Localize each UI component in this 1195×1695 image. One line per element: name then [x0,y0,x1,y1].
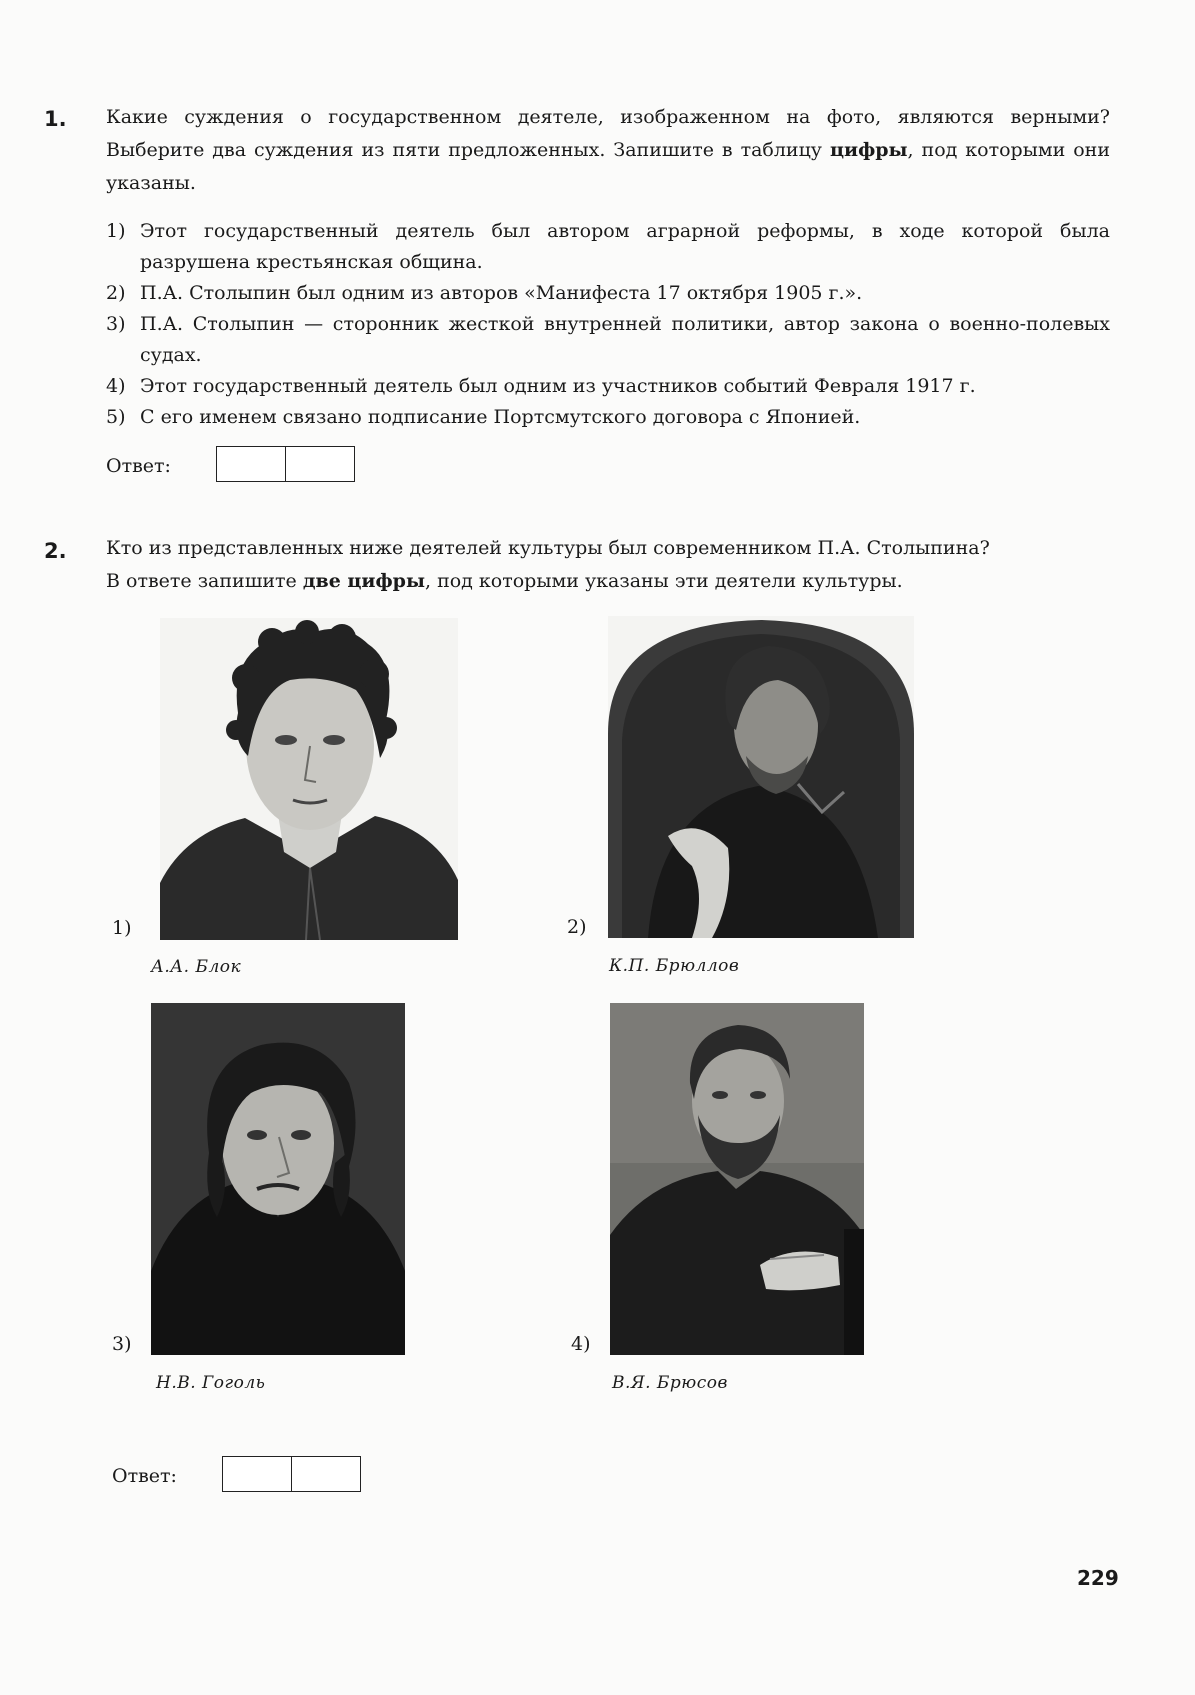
portrait-blok [160,618,458,940]
portrait-2-number: 2) [567,916,587,938]
question-1-text [106,101,1110,200]
answer-1-table [216,446,355,482]
portrait-gogol-image [151,1003,405,1355]
option-2 [106,278,1110,309]
portrait-2-caption: К.П. Брюллов [609,956,740,976]
portrait-3-number: 3) [112,1333,132,1355]
question-2-text-part: В ответе запишите [106,570,303,592]
portrait-bryusov-image [610,1003,864,1355]
question-2-text-bold: две цифры [302,570,425,592]
question-1-number: 1. [44,107,67,131]
question-1-text-part: , под которыми они указаны. [106,139,1110,194]
question-2-number: 2. [44,539,67,563]
answer-1-cell-2[interactable] [285,447,354,481]
question-2-text-line1: Кто из представленных ниже деятелей культуры был современником П.А. Столыпина? [106,537,990,559]
option-text: Этот государственный деятель был одним из участников событий Февраля 1917 г. [140,375,976,397]
portrait-blok-image [160,618,458,940]
portrait-1-caption: А.А. Блок [151,957,242,977]
portrait-gogol [151,1003,405,1355]
answer-2-cell-2[interactable] [291,1457,360,1491]
option-text: Этот государственный деятель был автором аграрной реформы, в ходе которой была разрушена крестьянская община. [140,220,1110,273]
question-2-text-part: , под которыми указаны эти деятели культуры. [425,570,903,592]
question-1-text-part: Какие суждения о государственном деятеле, изображенном на фото, являются верными? Выберите два суждения из пяти предложенных. Запишите в таблицу [106,106,1110,161]
page-number: 229 [1077,1566,1119,1590]
option-number: 2) [106,282,126,304]
option-5 [106,402,1110,433]
question-2-text-line2 [106,565,1110,598]
option-3 [106,309,1110,371]
option-number: 3) [106,313,126,335]
portrait-4-number: 4) [571,1333,591,1355]
option-4 [106,371,1110,402]
portrait-1-number: 1) [112,917,132,939]
portrait-4-caption: В.Я. Брюсов [612,1373,728,1393]
answer-2-label: Ответ: [112,1465,177,1487]
option-1 [106,216,1110,278]
portrait-3-caption: Н.В. Гоголь [156,1373,266,1393]
answer-1-label: Ответ: [106,455,171,477]
option-text: П.А. Столыпин — сторонник жесткой внутренней политики, автор закона о военно-полевых судах. [140,313,1110,366]
answer-1-cell-1[interactable] [217,447,285,481]
answer-2-table [222,1456,361,1492]
portrait-bryullov [608,616,914,938]
question-1-text-bold: цифры [829,139,908,161]
option-text: П.А. Столыпин был одним из авторов «Манифеста 17 октября 1905 г.». [140,282,863,304]
question-1-options [106,216,1110,433]
option-number: 1) [106,220,126,242]
portrait-bryusov [610,1003,864,1355]
option-number: 5) [106,406,126,428]
option-number: 4) [106,375,126,397]
answer-2-cell-1[interactable] [223,1457,291,1491]
portrait-bryullov-image [608,616,914,938]
option-text: С его именем связано подписание Портсмутского договора с Японией. [140,406,861,428]
question-2-text [106,532,1110,598]
